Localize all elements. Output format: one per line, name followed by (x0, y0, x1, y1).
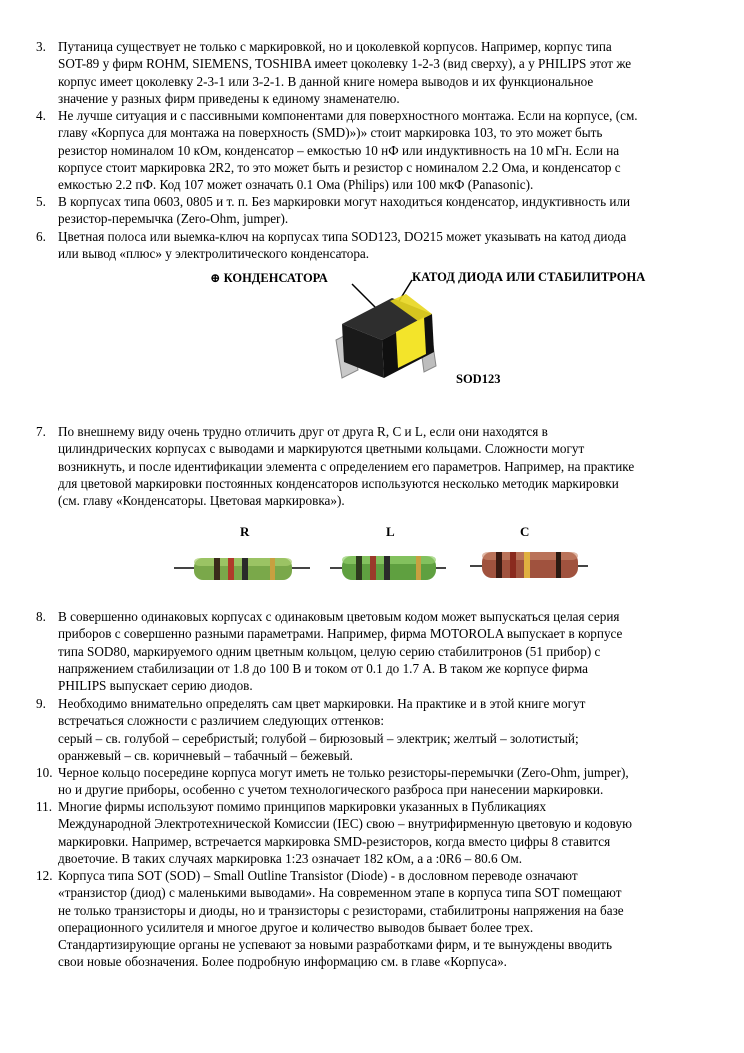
text-line: резистор-перемычка (Zero-Ohm, jumper). (58, 211, 289, 227)
sod123-package-image (200, 268, 680, 398)
list-item-9 (36, 695, 726, 764)
list-item-11 (36, 798, 726, 867)
item-number: 3. (36, 39, 46, 54)
list-item-7 (36, 423, 726, 509)
text-line: операционного усилителя и многое другое и количество выводов бывает более трех. (58, 919, 534, 935)
text-line: корпусе стоит маркировка 2R2, то это может быть и резистор с номиналом 2.2 Ома, и конденсатор с (58, 159, 621, 175)
color-shades-line: оранжевый – св. коричневый – табачный – бежевый. (58, 747, 353, 763)
list-item-3 (36, 38, 726, 107)
text-line: Международной Электротехнической Комиссии (IEC) свою – внутрифирменную цветовую и кодовую (58, 816, 632, 832)
text-line: но и другие приборы, особенно с учетом технологического разброса при нанесении маркировки. (58, 782, 604, 798)
sod123-figure (200, 268, 680, 398)
item-number: 6. (36, 229, 46, 244)
text-line: В совершенно одинаковых корпусах с одинаковым цветовым кодом может выпускаться целая серия (58, 609, 620, 624)
text-line: емкостью 2.2 пФ. Код 107 может означать 0.1 Ома (Philips) или 100 мкФ (Panasonic). (58, 177, 534, 193)
color-shades-line: серый – св. голубой – серебристый; голубой – бирюзовый – электрик; желтый – золотистый; (58, 730, 579, 746)
text-line: Корпуса типа SOT (SOD) – Small Outline Transistor (Diode) - в дословном переводе означают (58, 868, 578, 883)
list-item-5 (36, 193, 726, 228)
text-line: Необходимо внимательно определять сам цвет маркировки. На практике и в этой книге могут (58, 696, 586, 711)
list-item-10 (36, 764, 726, 799)
text-line: (см. главу «Конденсаторы. Цветовая маркировка»). (58, 493, 345, 509)
text-line: или вывод «плюс» у электролитического конденсатора. (58, 246, 370, 262)
item-number: 5. (36, 194, 46, 209)
cathode-label: КАТОД ДИОДА ИЛИ СТАБИЛИТРОНА (412, 270, 646, 284)
item-number: 8. (36, 609, 46, 624)
text-line: Многие фирмы используют помимо принципов маркировки указанных в Публикациях (58, 799, 547, 814)
inductor-label: L (386, 524, 395, 539)
text-line: По внешнему виду очень трудно отличить друг от друга R, C и L, если они находятся в (58, 424, 548, 439)
item-number: 9. (36, 696, 46, 711)
text-line: приборов с совершенно разными параметрами. Например, фирма MOTOROLA выпускает в корпусе (58, 626, 623, 642)
text-line: двоеточие. В таких случаях маркировка 1:23 означает 182 кОм, а а :0R6 – 80.6 Ом. (58, 850, 523, 866)
item-number: 12. (36, 868, 53, 883)
text-line: маркировки. Например, встречается маркировка SMD-резисторов, когда вместо цифры 8 ставится (58, 833, 611, 849)
text-line: Стандартизирующие органы не успевают за новыми разработками фирм, и те вынуждены вводить (58, 937, 612, 953)
text-line: В корпусах типа 0603, 0805 и т. п. Без маркировки могут находиться конденсатор, индуктивность или (58, 194, 631, 209)
item-number: 11. (36, 799, 52, 814)
text-line: SOT-89 у фирм ROHM, SIEMENS, TOSHIBA имеет цоколевку 1-2-3 (вид сверху), а у PHILIPS этот же (58, 56, 632, 72)
text-line: значение у разных фирм приведены к единому знаменателю. (58, 90, 400, 106)
text-line: Не лучше ситуация и с пассивными компонентами для поверхностного монтажа. Если на корпусе, (см. (58, 108, 638, 123)
list-item-8 (36, 608, 726, 694)
list-item-4 (36, 107, 726, 193)
list-item-12 (36, 867, 726, 971)
text-line: PHILIPS выпускает серию диодов. (58, 678, 253, 694)
rlc-components-image (170, 518, 590, 588)
item-number: 10. (36, 765, 53, 780)
text-line: «транзистор (диод) с маленькими выводами». На современном этапе в корпуса типа SOT помещают (58, 885, 622, 901)
text-line: для цветовой маркировки постоянных конденсаторов используются несколько методик маркировки (58, 475, 619, 491)
text-line: главу «Корпуса для монтажа на поверхность (SMD)»)» стоит маркировка 103, то это может быть (58, 125, 603, 141)
text-line: Путаница существует не только с маркировкой, но и цоколевкой корпусов. Например, корпус типа (58, 39, 612, 54)
rlc-components-figure (170, 518, 590, 588)
text-line: не только транзисторы и диоды, но и транзисторы с резисторами, стабилитроны напряжения на базе (58, 902, 624, 918)
list-item-6 (36, 228, 726, 263)
item-number: 4. (36, 108, 46, 123)
text-line: резистор номиналом 10 кОм, конденсатор – емкостью 10 нФ или индуктивность на 10 мГн. Если на (58, 142, 620, 158)
text-line: встречаться сложности с различием следующих оттенков: (58, 713, 385, 729)
text-line: свои новые обозначения. Более подробную информацию см. в главе «Корпуса». (58, 954, 507, 970)
package-type-label: SOD123 (456, 372, 501, 386)
item-number: 7. (36, 424, 46, 439)
text-line: возникнуть, и после идентификации элемента с определением его параметров. Например, на практике (58, 458, 635, 474)
text-line: цилиндрических корпусах с выводами и маркируются цветными кольцами. Сложности могут (58, 441, 585, 457)
text-line: Цветная полоса или выемка-ключ на корпусах типа SOD123, DO215 может указывать на катод диода (58, 229, 627, 244)
text-line: напряжением стабилизации от 1.8 до 100 В и током от 0.1 до 1.7 А. В таком же корпусе фирма (58, 660, 588, 676)
text-line: корпус имеет цоколевку 2-3-1 или 3-2-1. В данной книге номера выводов и их функциональное (58, 73, 594, 89)
capacitor-plus-label: ⊕ КОНДЕНСАТОРА (210, 271, 328, 285)
capacitor-label: C (520, 524, 530, 539)
resistor-label: R (240, 524, 250, 539)
text-line: Черное кольцо посередине корпуса могут иметь не только резисторы-перемычки (Zero-Ohm, jumper), (58, 765, 629, 780)
text-line: типа SOD80, маркируемого одним цветным кольцом, целую серию стабилитронов (51 прибор) с (58, 643, 601, 659)
